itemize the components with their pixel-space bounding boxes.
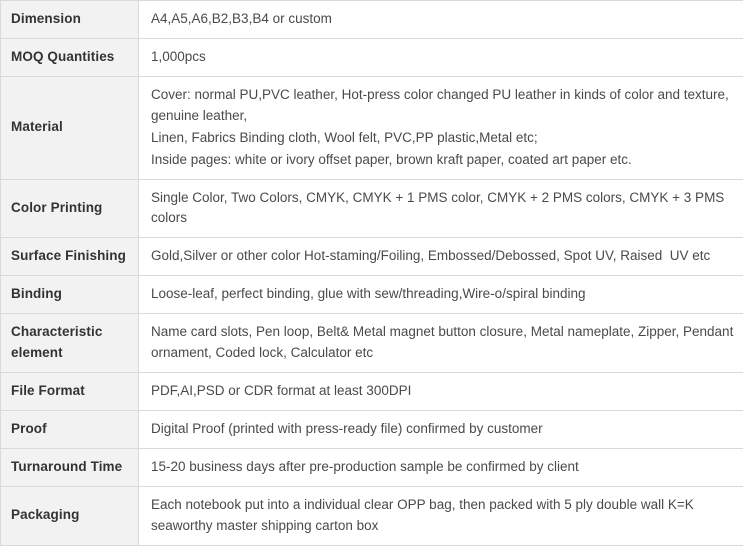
- row-label: Binding: [1, 276, 139, 314]
- value-line: A4,A5,A6,B2,B3,B4 or custom: [151, 11, 332, 26]
- row-value: [139, 410, 743, 448]
- value-line: 1,000pcs: [151, 48, 206, 64]
- table-row: [1, 373, 743, 411]
- table-row: [1, 238, 743, 276]
- value-line: Single Color, Two Colors, CMYK, CMYK + 1 PMS color, CMYK + 2 PMS colors, CMYK + 3 PMS colors: [151, 189, 729, 226]
- row-value: [139, 38, 743, 76]
- row-value: [139, 314, 743, 373]
- table-row: [1, 38, 743, 76]
- value-line: Each notebook put into a individual clear OPP bag, then packed with 5 ply double wall K=K seaworthy master shipping carton box: [151, 496, 698, 533]
- table-row: [1, 276, 743, 314]
- table-row: [1, 486, 743, 545]
- table-row: [1, 410, 743, 448]
- row-label: Color Printing: [1, 179, 139, 238]
- value-line: Name card slots, Pen loop, Belt& Metal magnet button closure, Metal nameplate, Zipper, Pendant ornament, Coded lock, Calculator etc: [151, 324, 738, 361]
- value-line: Inside pages: white or ivory offset paper, brown kraft paper, coated art paper etc.: [151, 151, 632, 167]
- row-label: MOQ Quantities: [1, 38, 139, 76]
- row-value: [139, 448, 743, 486]
- value-line: Loose-leaf, perfect binding, glue with sew/threading,Wire-o/spiral binding: [151, 286, 586, 302]
- row-value: [139, 179, 743, 238]
- row-label: Proof: [1, 410, 139, 448]
- value-line: Digital Proof (printed with press-ready file) confirmed by customer: [151, 420, 543, 436]
- specification-table-body: [1, 1, 743, 546]
- row-value: [139, 486, 743, 545]
- value-line: PDF,AI,PSD or CDR format at least 300DPI: [151, 383, 412, 399]
- row-value: [139, 1, 743, 39]
- row-label: Packaging: [1, 486, 139, 545]
- table-row: [1, 314, 743, 373]
- value-line: 15-20 business days after pre-production sample be confirmed by client: [151, 458, 579, 474]
- table-row: [1, 179, 743, 238]
- row-label: Material: [1, 76, 139, 179]
- table-row: [1, 1, 743, 39]
- row-value: [139, 276, 743, 314]
- row-label: Dimension: [1, 1, 139, 39]
- row-value: [139, 373, 743, 411]
- row-label: Turnaround Time: [1, 448, 139, 486]
- value-line: Cover: normal PU,PVC leather, Hot-press color changed PU leather in kinds of color and texture, genuine leather,: [151, 86, 733, 123]
- table-row: [1, 76, 743, 179]
- row-label: Characteristic element: [1, 314, 139, 373]
- row-value: [139, 76, 743, 179]
- row-label: File Format: [1, 373, 139, 411]
- value-line: Linen, Fabrics Binding cloth, Wool felt, PVC,PP plastic,Metal etc;: [151, 129, 538, 145]
- row-value: [139, 238, 743, 276]
- value-line: Gold,Silver or other color Hot-staming/Foiling, Embossed/Debossed, Spot UV, Raised UV etc: [151, 248, 711, 264]
- table-row: [1, 448, 743, 486]
- row-label: Surface Finishing: [1, 238, 139, 276]
